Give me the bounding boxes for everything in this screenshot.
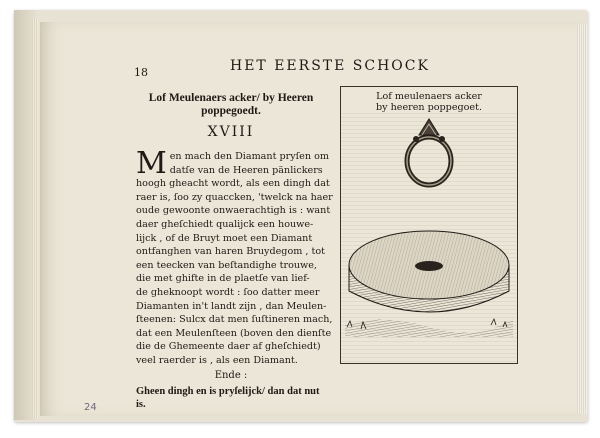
- poem-line: oude gewoonte onwaerachtigh is : want: [136, 205, 331, 217]
- drop-cap: M: [136, 146, 167, 181]
- poem-line: daer gheſchiedt qualijck een houwe-: [136, 218, 314, 230]
- poem-line: die met ghifte in de plaetſe van lief-: [136, 273, 310, 285]
- running-head: HET EERSTE SCHOCK: [230, 58, 430, 74]
- poem-line: Diamanten in't landt zijn , dan Meulen-: [136, 300, 327, 312]
- poem-line: de gheknoopt wordt : ſoo datter meer: [136, 286, 320, 298]
- engraving-illustration: [341, 113, 517, 363]
- poem-line: dat een Meulenſteen (boven den dienſte: [136, 327, 332, 339]
- page-edges-right: [577, 24, 587, 414]
- chapter-title: Lof Meulenaers acker/ by Heeren poppegoedt.: [148, 92, 314, 117]
- page-number: 18: [134, 66, 148, 79]
- poem-line: veel raerder is , als een Diamant.: [136, 354, 298, 366]
- poem-line: raer is, ſoo zy quaccken, 'twelck na haer: [136, 191, 333, 203]
- poem-line: een teecken van beſtandighe trouwe,: [136, 259, 317, 271]
- pencil-annotation: 24: [84, 402, 97, 413]
- closing-motto: Gheen dingh en is pryſelijck/ dan dat nut is.: [136, 385, 320, 410]
- poem-body: [136, 146, 333, 368]
- plate-caption-line: Lof meulenaers acker: [376, 91, 482, 102]
- page-edges-left: [32, 18, 38, 418]
- ende-line: Ende :: [214, 369, 248, 381]
- poem-line: datſe van de Heeren pänlickers: [169, 164, 323, 176]
- poem-line: ſteenen: Sulcx dat men ſuſtineren mach,: [136, 314, 333, 326]
- poem-line: lijck , of de Bruyt moet een Diamant: [136, 232, 313, 244]
- engraving-plate: [340, 86, 518, 364]
- poem-line: en mach den Diamant pryſen om: [169, 151, 329, 162]
- poem-line: die de Ghemeente daer af gheſchiedt): [136, 341, 321, 353]
- millstone-icon: [349, 231, 509, 312]
- chapter-number: XVIII: [207, 124, 255, 140]
- plate-caption: [341, 91, 517, 113]
- poem-line: ontfanghen van haren Bruydegom , tot: [136, 246, 325, 258]
- plate-caption-line: by heeren poppegoet.: [375, 102, 482, 113]
- chapter-text-column: [136, 92, 333, 411]
- poem-line: hoogh gheacht wordt, als een dingh dat: [136, 178, 330, 190]
